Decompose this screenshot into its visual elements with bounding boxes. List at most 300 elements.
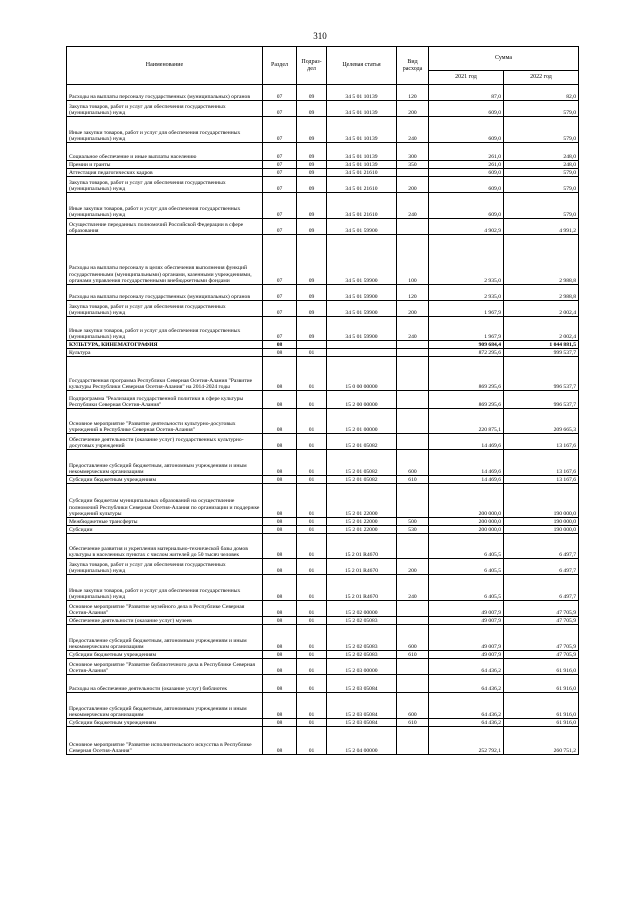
cell-expense-type [397, 409, 429, 434]
cell-subsection: 01 [297, 434, 327, 450]
cell-section: 08 [263, 526, 297, 534]
cell-section: 08 [263, 651, 297, 659]
cell-target-article: 34 5 01 59900 [327, 301, 397, 317]
cell-target-article: 34 5 01 21610 [327, 193, 397, 219]
cell-name: Субсидии бюджетным учреждениям [67, 476, 263, 484]
table-row [67, 534, 579, 559]
cell-expense-type: 240 [397, 117, 429, 143]
table-row [67, 341, 579, 349]
cell-sum-2022: 47 705,9 [504, 651, 579, 659]
cell-section: 07 [263, 301, 297, 317]
cell-expense-type: 100 [397, 235, 429, 285]
budget-table [66, 46, 579, 755]
cell-subsection: 09 [297, 235, 327, 285]
cell-section: 08 [263, 518, 297, 526]
table-row [67, 675, 579, 693]
cell-section: 07 [263, 101, 297, 117]
cell-name: Субсидии бюджетным учреждениям [67, 719, 263, 727]
table-row [67, 357, 579, 391]
cell-name: Предоставление субсидий бюджетным, автономным учреждениям и иным некоммерческим организациям [67, 693, 263, 719]
cell-name: Основное мероприятие "Развитие библиотечного дела в Республике Северная Осетия-Алания" [67, 659, 263, 675]
cell-sum-2021: 14 469,6 [429, 450, 504, 476]
cell-sum-2022: 579,0 [504, 117, 579, 143]
cell-sum-2022: 13 167,6 [504, 434, 579, 450]
cell-name: Иные закупки товаров, работ и услуг для обеспечения государственных (муниципальных) нужд [67, 117, 263, 143]
cell-sum-2021: 64 436,2 [429, 719, 504, 727]
table-row [67, 391, 579, 409]
cell-target-article: 34 5 01 10139 [327, 143, 397, 161]
cell-section: 07 [263, 219, 297, 235]
cell-target-article: 15 2 01 22000 [327, 518, 397, 526]
cell-subsection: 01 [297, 391, 327, 409]
table-header [67, 47, 579, 85]
cell-sum-2021: 869 295,6 [429, 357, 504, 391]
cell-name: Субсидии бюджетным учреждениям [67, 651, 263, 659]
cell-name: Закупка товаров, работ и услуг для обеспечения государственных (муниципальных) нужд [67, 101, 263, 117]
cell-sum-2021: 64 436,2 [429, 659, 504, 675]
cell-sum-2022: 61 916,0 [504, 719, 579, 727]
cell-name: КУЛЬТУРА, КИНЕМАТОГРАФИЯ [67, 341, 263, 349]
cell-subsection: 01 [297, 450, 327, 476]
cell-name: Субсидии бюджетам муниципальных образований на осуществление полномочий Республики Северная Осетия-Алания по организации и поддержке учреждений культуры [67, 484, 263, 518]
table-row [67, 693, 579, 719]
table-row [67, 101, 579, 117]
cell-subsection: 01 [297, 719, 327, 727]
table-row [67, 625, 579, 651]
cell-sum-2021: 872 295,6 [429, 349, 504, 357]
cell-subsection [297, 341, 327, 349]
cell-name: Иные закупки товаров, работ и услуг для обеспечения государственных (муниципальных) нужд [67, 317, 263, 341]
cell-target-article: 15 2 03 00000 [327, 659, 397, 675]
table-row [67, 143, 579, 161]
cell-target-article: 15 2 00 00000 [327, 391, 397, 409]
cell-sum-2021: 200 000,0 [429, 484, 504, 518]
cell-target-article: 34 5 01 21610 [327, 169, 397, 177]
cell-sum-2022: 248,0 [504, 143, 579, 161]
cell-target-article: 15 2 01 00000 [327, 409, 397, 434]
cell-sum-2021: 49 007,9 [429, 617, 504, 625]
cell-subsection: 09 [297, 177, 327, 193]
cell-section: 07 [263, 169, 297, 177]
cell-sum-2022: 6 497,7 [504, 559, 579, 575]
cell-sum-2022: 61 916,0 [504, 675, 579, 693]
cell-name: Социальное обеспечение и иные выплаты населению [67, 143, 263, 161]
cell-name: Обеспечение деятельности (оказание услуг) музеев [67, 617, 263, 625]
cell-sum-2021: 252 792,1 [429, 727, 504, 755]
cell-sum-2022: 47 705,9 [504, 625, 579, 651]
cell-expense-type [397, 675, 429, 693]
cell-section: 08 [263, 391, 297, 409]
cell-subsection: 09 [297, 193, 327, 219]
cell-subsection: 01 [297, 675, 327, 693]
cell-section: 08 [263, 450, 297, 476]
cell-subsection: 01 [297, 357, 327, 391]
cell-sum-2022: 996 537,7 [504, 357, 579, 391]
cell-sum-2021: 14 469,6 [429, 434, 504, 450]
cell-subsection: 09 [297, 117, 327, 143]
cell-expense-type [397, 341, 429, 349]
cell-subsection: 09 [297, 301, 327, 317]
cell-target-article: 34 5 01 10139 [327, 101, 397, 117]
cell-sum-2021: 609,0 [429, 117, 504, 143]
cell-sum-2021: 1 967,9 [429, 301, 504, 317]
cell-sum-2022: 2 002,4 [504, 301, 579, 317]
cell-section: 08 [263, 476, 297, 484]
table-row [67, 85, 579, 101]
table-row [67, 169, 579, 177]
cell-expense-type: 600 [397, 693, 429, 719]
cell-section: 08 [263, 357, 297, 391]
cell-sum-2022: 47 705,9 [504, 601, 579, 617]
header-subsection: Подраз-дел [297, 47, 327, 85]
table-row [67, 727, 579, 755]
cell-subsection: 01 [297, 559, 327, 575]
cell-sum-2022: 82,0 [504, 85, 579, 101]
table-row [67, 719, 579, 727]
table-body [67, 85, 579, 755]
cell-name: Иные закупки товаров, работ и услуг для обеспечения государственных (муниципальных) нужд [67, 193, 263, 219]
cell-target-article: 15 2 01 05082 [327, 450, 397, 476]
cell-target-article: 15 2 04 00000 [327, 727, 397, 755]
cell-sum-2022: 999 537,7 [504, 349, 579, 357]
cell-expense-type: 240 [397, 575, 429, 601]
cell-expense-type [397, 659, 429, 675]
cell-subsection: 09 [297, 285, 327, 301]
cell-sum-2022: 2 988,8 [504, 285, 579, 301]
cell-subsection: 09 [297, 85, 327, 101]
cell-section: 07 [263, 143, 297, 161]
cell-sum-2022: 579,0 [504, 193, 579, 219]
cell-sum-2021: 49 007,9 [429, 601, 504, 617]
cell-sum-2021: 261,0 [429, 143, 504, 161]
cell-sum-2021: 87,0 [429, 85, 504, 101]
cell-target-article: 15 2 02 00000 [327, 601, 397, 617]
cell-section: 07 [263, 85, 297, 101]
cell-sum-2022: 190 000,0 [504, 484, 579, 518]
cell-subsection: 01 [297, 727, 327, 755]
cell-sum-2022: 2 002,4 [504, 317, 579, 341]
header-sum: Сумма [429, 47, 579, 71]
cell-name: Расходы на выплаты персоналу в целях обеспечения выполнения функций государственными (муниципальными) органами, казенными учреждениями, органами управления государственными внебюджетными фондами [67, 235, 263, 285]
cell-target-article: 15 2 01 05082 [327, 434, 397, 450]
cell-sum-2022: 996 537,7 [504, 391, 579, 409]
cell-sum-2022: 61 916,0 [504, 659, 579, 675]
cell-sum-2022: 61 916,0 [504, 693, 579, 719]
cell-section: 07 [263, 161, 297, 169]
cell-sum-2021: 49 007,9 [429, 625, 504, 651]
cell-sum-2022: 579,0 [504, 101, 579, 117]
cell-target-article: 34 5 01 10139 [327, 85, 397, 101]
cell-target-article: 34 5 01 59900 [327, 285, 397, 301]
table-row [67, 617, 579, 625]
cell-section: 08 [263, 484, 297, 518]
cell-expense-type: 240 [397, 317, 429, 341]
cell-section: 08 [263, 409, 297, 434]
table-row [67, 434, 579, 450]
cell-target-article: 34 5 01 10139 [327, 161, 397, 169]
cell-sum-2021: 200 000,0 [429, 526, 504, 534]
cell-sum-2021: 909 684,4 [429, 341, 504, 349]
cell-sum-2021: 2 935,0 [429, 285, 504, 301]
cell-target-article: 15 2 03 05084 [327, 719, 397, 727]
cell-sum-2022: 190 000,0 [504, 526, 579, 534]
cell-section: 07 [263, 235, 297, 285]
cell-section: 07 [263, 317, 297, 341]
cell-expense-type [397, 391, 429, 409]
cell-sum-2022: 13 167,6 [504, 476, 579, 484]
cell-sum-2021: 6 405,5 [429, 575, 504, 601]
table-row [67, 484, 579, 518]
cell-name: Государственная программа Республики Северная Осетия-Алания "Развитие культуры Республики Северная Осетия-Алания" на 2014-2024 годы [67, 357, 263, 391]
cell-subsection: 01 [297, 526, 327, 534]
cell-section: 08 [263, 341, 297, 349]
cell-sum-2022: 579,0 [504, 177, 579, 193]
cell-section: 08 [263, 575, 297, 601]
cell-subsection: 01 [297, 518, 327, 526]
header-year-2022: 2022 год [504, 71, 579, 85]
cell-expense-type [397, 169, 429, 177]
table-row [67, 317, 579, 341]
header-name: Наименование [67, 47, 263, 85]
cell-sum-2021: 49 007,9 [429, 651, 504, 659]
cell-section: 08 [263, 617, 297, 625]
cell-section: 08 [263, 719, 297, 727]
cell-sum-2022: 579,0 [504, 169, 579, 177]
cell-name: Культура [67, 349, 263, 357]
table-row [67, 518, 579, 526]
cell-name: Подпрограмма "Реализация государственной политики в сфере культуры Республики Северная Осетия-Алания" [67, 391, 263, 409]
cell-section: 07 [263, 193, 297, 219]
cell-sum-2021: 609,0 [429, 177, 504, 193]
table-row [67, 559, 579, 575]
cell-subsection: 01 [297, 409, 327, 434]
cell-target-article: 15 2 03 05084 [327, 693, 397, 719]
cell-subsection: 01 [297, 693, 327, 719]
table-row [67, 117, 579, 143]
cell-sum-2021: 609,0 [429, 101, 504, 117]
cell-target-article: 15 2 01 R4670 [327, 534, 397, 559]
cell-section: 08 [263, 559, 297, 575]
cell-subsection: 01 [297, 534, 327, 559]
cell-expense-type [397, 349, 429, 357]
cell-section: 08 [263, 534, 297, 559]
cell-target-article: 15 2 03 05084 [327, 675, 397, 693]
cell-target-article: 15 2 01 R4670 [327, 559, 397, 575]
cell-section: 08 [263, 693, 297, 719]
table-row [67, 575, 579, 601]
cell-name: Расходы на выплаты персоналу государственных (муниципальных) органов [67, 285, 263, 301]
cell-sum-2021: 1 967,9 [429, 317, 504, 341]
cell-section: 08 [263, 675, 297, 693]
cell-expense-type: 300 [397, 143, 429, 161]
cell-sum-2022: 209 665,3 [504, 409, 579, 434]
cell-target-article: 34 5 01 21610 [327, 177, 397, 193]
cell-sum-2021: 6 405,5 [429, 534, 504, 559]
cell-target-article: 34 5 01 59900 [327, 235, 397, 285]
cell-section: 08 [263, 625, 297, 651]
cell-subsection: 01 [297, 651, 327, 659]
cell-name: Расходы на выплаты персоналу государственных (муниципальных) органов [67, 85, 263, 101]
cell-subsection: 01 [297, 625, 327, 651]
cell-subsection: 01 [297, 484, 327, 518]
cell-name: Премии и гранты [67, 161, 263, 169]
table-row [67, 219, 579, 235]
cell-sum-2021: 64 436,2 [429, 675, 504, 693]
table-row [67, 409, 579, 434]
table-row [67, 161, 579, 169]
cell-target-article [327, 341, 397, 349]
cell-subsection: 09 [297, 143, 327, 161]
cell-target-article: 34 5 01 59900 [327, 219, 397, 235]
cell-target-article: 34 5 01 10139 [327, 117, 397, 143]
cell-sum-2022: 13 167,6 [504, 450, 579, 476]
header-year-2021: 2021 год [429, 71, 504, 85]
cell-section: 08 [263, 727, 297, 755]
cell-sum-2021: 2 935,0 [429, 235, 504, 285]
cell-sum-2021: 200 000,0 [429, 518, 504, 526]
cell-target-article: 15 2 02 05083 [327, 651, 397, 659]
cell-subsection: 09 [297, 161, 327, 169]
table-row [67, 349, 579, 357]
cell-section: 08 [263, 601, 297, 617]
cell-expense-type: 200 [397, 301, 429, 317]
cell-subsection: 09 [297, 169, 327, 177]
header-expense-type: Вид расхода [397, 47, 429, 85]
header-section: Раздел [263, 47, 297, 85]
cell-name: Иные закупки товаров, работ и услуг для обеспечения государственных (муниципальных) нужд [67, 575, 263, 601]
cell-name: Предоставление субсидий бюджетным, автономным учреждениям и иным некоммерческим организациям [67, 450, 263, 476]
cell-sum-2022: 248,0 [504, 161, 579, 169]
cell-name: Закупка товаров, работ и услуг для обеспечения государственных (муниципальных) нужд [67, 559, 263, 575]
cell-expense-type [397, 484, 429, 518]
cell-section: 07 [263, 285, 297, 301]
table-row [67, 476, 579, 484]
cell-name: Межбюджетные трансферты [67, 518, 263, 526]
cell-subsection: 01 [297, 601, 327, 617]
table-row [67, 659, 579, 675]
cell-target-article: 15 2 01 22000 [327, 526, 397, 534]
table-row [67, 235, 579, 285]
cell-expense-type: 600 [397, 450, 429, 476]
cell-sum-2022: 190 000,0 [504, 518, 579, 526]
cell-expense-type: 610 [397, 651, 429, 659]
cell-sum-2021: 64 436,2 [429, 693, 504, 719]
table-row [67, 450, 579, 476]
cell-sum-2022: 4 991,2 [504, 219, 579, 235]
cell-name: Основное мероприятие "Развитие деятельности культурно-досуговых учреждений в Республике Северная Осетия-Алания" [67, 409, 263, 434]
cell-expense-type: 500 [397, 518, 429, 526]
cell-subsection: 09 [297, 101, 327, 117]
cell-sum-2021: 14 469,6 [429, 476, 504, 484]
cell-expense-type: 350 [397, 161, 429, 169]
cell-expense-type: 600 [397, 625, 429, 651]
cell-expense-type [397, 534, 429, 559]
cell-target-article: 15 2 02 05083 [327, 617, 397, 625]
table-row [67, 601, 579, 617]
cell-name: Закупка товаров, работ и услуг для обеспечения государственных (муниципальных) нужд [67, 177, 263, 193]
cell-subsection: 01 [297, 659, 327, 675]
cell-subsection: 09 [297, 317, 327, 341]
cell-name: Обеспечение развития и укрепления материально-технической базы домов культуры в населенных пунктах с числом жителей до 50 тысяч человек [67, 534, 263, 559]
cell-target-article: 15 2 01 05082 [327, 476, 397, 484]
cell-section: 07 [263, 117, 297, 143]
cell-name: Основное мероприятие "Развитие исполнительского искусства в Республике Северная Осетия-Алания" [67, 727, 263, 755]
cell-subsection: 01 [297, 476, 327, 484]
cell-expense-type: 120 [397, 85, 429, 101]
cell-target-article: 15 2 02 05083 [327, 625, 397, 651]
cell-expense-type: 240 [397, 193, 429, 219]
cell-sum-2021: 6 405,5 [429, 559, 504, 575]
cell-subsection: 01 [297, 349, 327, 357]
cell-target-article [327, 349, 397, 357]
cell-sum-2022: 6 497,7 [504, 575, 579, 601]
cell-section: 08 [263, 434, 297, 450]
cell-sum-2021: 220 875,1 [429, 409, 504, 434]
cell-expense-type [397, 357, 429, 391]
cell-sum-2021: 609,0 [429, 193, 504, 219]
table-row [67, 177, 579, 193]
cell-sum-2022: 2 988,8 [504, 235, 579, 285]
cell-name: Расходы на обеспечение деятельности (оказание услуг) библиотек [67, 675, 263, 693]
cell-sum-2021: 4 902,9 [429, 219, 504, 235]
table-row [67, 526, 579, 534]
cell-section: 08 [263, 349, 297, 357]
cell-name: Обеспечение деятельности (оказание услуг) государственных культурно-досуговых учреждений [67, 434, 263, 450]
cell-expense-type [397, 434, 429, 450]
cell-expense-type: 120 [397, 285, 429, 301]
cell-target-article: 15 2 01 R4670 [327, 575, 397, 601]
cell-name: Основное мероприятие "Развитие музейного дела в Республике Северная Осетия-Алания" [67, 601, 263, 617]
cell-expense-type: 200 [397, 101, 429, 117]
cell-expense-type [397, 601, 429, 617]
cell-sum-2022: 260 751,2 [504, 727, 579, 755]
cell-sum-2022: 6 497,7 [504, 534, 579, 559]
table-row [67, 651, 579, 659]
cell-name: Аттестация педагогических кадров [67, 169, 263, 177]
cell-expense-type: 200 [397, 177, 429, 193]
cell-subsection: 01 [297, 617, 327, 625]
cell-expense-type [397, 219, 429, 235]
cell-sum-2021: 261,0 [429, 161, 504, 169]
cell-name: Закупка товаров, работ и услуг для обеспечения государственных (муниципальных) нужд [67, 301, 263, 317]
cell-sum-2022: 1 044 881,5 [504, 341, 579, 349]
cell-sum-2021: 609,0 [429, 169, 504, 177]
cell-expense-type: 610 [397, 476, 429, 484]
page-number: 310 [313, 31, 327, 41]
cell-sum-2022: 47 705,9 [504, 617, 579, 625]
table-row [67, 193, 579, 219]
cell-subsection: 09 [297, 219, 327, 235]
cell-sum-2021: 869 295,6 [429, 391, 504, 409]
cell-expense-type: 610 [397, 719, 429, 727]
cell-target-article: 34 5 01 59900 [327, 317, 397, 341]
cell-section: 08 [263, 659, 297, 675]
cell-name: Субсидии [67, 526, 263, 534]
cell-target-article: 15 2 01 22000 [327, 484, 397, 518]
table-row [67, 285, 579, 301]
cell-expense-type: 200 [397, 559, 429, 575]
cell-expense-type [397, 727, 429, 755]
table-row [67, 301, 579, 317]
cell-target-article: 15 0 00 00000 [327, 357, 397, 391]
cell-subsection: 01 [297, 575, 327, 601]
cell-section: 07 [263, 177, 297, 193]
cell-expense-type: 530 [397, 526, 429, 534]
cell-expense-type [397, 617, 429, 625]
cell-name: Предоставление субсидий бюджетным, автономным учреждениям и иным некоммерческим организациям [67, 625, 263, 651]
cell-name: Осуществление переданных полномочий Российской Федерации в сфере образования [67, 219, 263, 235]
header-target-article: Целевая статья [327, 47, 397, 85]
